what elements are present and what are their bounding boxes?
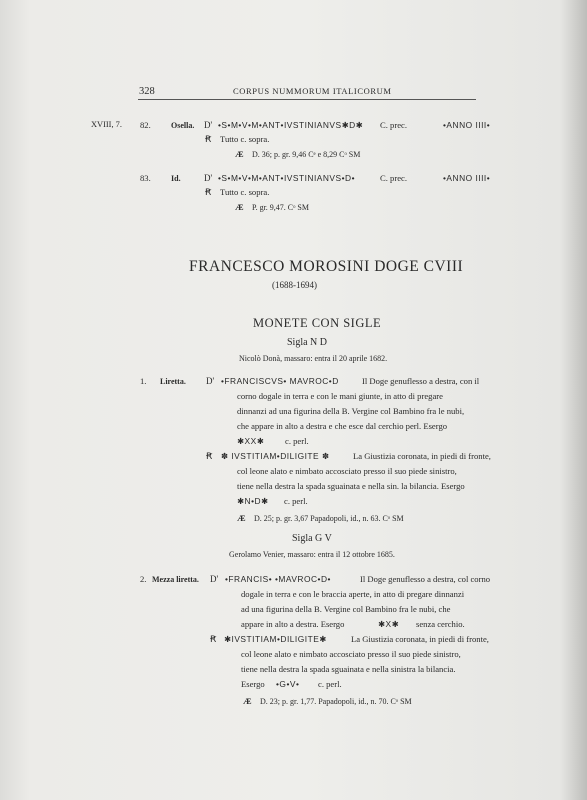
metal-mark: Æ [243, 696, 252, 706]
doge-title: FRANCESCO MOROSINI DOGE CVIII [189, 258, 464, 275]
reverse-symbol: Ꞧ [205, 187, 212, 197]
obverse-symbol: D' [210, 574, 219, 584]
obverse-border: c. perl. [285, 436, 309, 446]
reverse-description-1: La Giustizia coronata, in piedi di fronte, [353, 451, 491, 461]
reverse-symbol: Ꞧ [210, 634, 217, 644]
coin-type: Osella. [171, 121, 195, 130]
obverse-description-1: Il Doge genuflesso a destra, col corno [360, 574, 491, 584]
reverse-description-2: col leone alato e nimbato accosciato presso il suo piede sinistro, [241, 649, 461, 659]
obverse-year: •ANNO IIII• [443, 120, 491, 130]
plate-reference: XVIII, 7. [91, 120, 122, 129]
mint-master: Gerolamo Venier, massaro: entra il 12 ottobre 1685. [229, 550, 395, 559]
reverse-description-3: tiene nella destra la spada sguainata e nella sin. la bilancia. Esergo [237, 481, 465, 491]
reverse-description-1: La Giustizia coronata, in piedi di fronte, [351, 634, 489, 644]
coin-details: P. gr. 9,47. Cᵒ SM [252, 203, 309, 212]
metal-mark: Æ [235, 202, 244, 212]
running-title: CORPUS NUMMORUM ITALICORUM [233, 86, 392, 96]
reverse-exergue: •G•V• [276, 679, 300, 689]
reverse-description: Tutto c. sopra. [220, 187, 270, 197]
coin-type: Mezza liretta. [152, 575, 199, 584]
entry-number: 1. [140, 376, 147, 386]
obverse-description-1: Il Doge genuflesso a destra, con il [362, 376, 480, 386]
metal-mark: Æ [235, 149, 244, 159]
reverse-exergue: ✱N•D✱ [237, 496, 269, 506]
obverse-description: C. prec. [380, 173, 407, 183]
obverse-legend: •FRANCISCVS• MAVROC•D [221, 376, 339, 386]
sigla-heading: Sigla N D [287, 337, 327, 348]
coin-details: D. 25; p. gr. 3,67 Papadopoli, id., n. 63. Cᵒ SM [254, 514, 404, 523]
obverse-symbol: D' [204, 173, 213, 183]
obverse-year: •ANNO IIII• [443, 173, 491, 183]
obverse-symbol: D' [206, 376, 215, 386]
reverse-legend: ✱IVSTITIAM•DILIGITE✱ [224, 634, 327, 644]
section-title: MONETE CON SIGLE [253, 316, 382, 330]
reverse-legend: ✽ IVSTITIAM•DILIGITE ✽ [221, 451, 330, 461]
obverse-legend: •FRANCIS• •MAVROC•D• [225, 574, 331, 584]
obverse-symbol: D' [204, 120, 213, 130]
header-rule [138, 99, 476, 100]
obverse-border: senza cerchio. [416, 619, 465, 629]
obverse-description-4: appare in alto a destra. Esergo [241, 619, 345, 629]
coin-details: D. 36; p. gr. 9,46 Cᵉ e 8,29 Cᵒ SM [252, 150, 361, 159]
reverse-symbol: Ꞧ [206, 451, 213, 461]
coin-type: Liretta. [160, 377, 186, 386]
sigla-heading: Sigla G V [292, 533, 332, 544]
obverse-legend: •S•M•V•M•ANT•IVSTINIANVS•D• [218, 173, 356, 183]
metal-mark: Æ [237, 513, 246, 523]
reverse-description-2: col leone alato e nimbato accosciato presso il suo piede sinistro, [237, 466, 457, 476]
obverse-exergue: ✱XX✱ [237, 436, 265, 446]
obverse-description-4: che appare in alto a destra e che esce dal cerchio perl. Esergo [237, 421, 448, 431]
obverse-legend: •S•M•V•M•ANT•IVSTINIANVS✱D✱ [218, 120, 364, 130]
obverse-description-2: corno dogale in terra e con le mani giunte, in atto di pregare [237, 391, 443, 401]
entry-number: 2. [140, 574, 147, 584]
doge-years: (1688-1694) [272, 280, 317, 290]
reverse-border: c. perl. [318, 679, 342, 689]
mint-master: Nicolò Donà, massaro: entra il 20 aprile 1682. [239, 354, 388, 363]
coin-details: D. 23; p. gr. 1,77. Papadopoli, id., n. 70. Cᵒ SM [260, 697, 412, 706]
coin-type: Id. [171, 174, 181, 183]
reverse-border: c. perl. [284, 496, 308, 506]
reverse-description: Tutto c. sopra. [220, 134, 270, 144]
entry-number: 82. [140, 120, 151, 130]
obverse-description-3: dinnanzi ad una figurina della B. Vergine col Bambino fra le nubi, [237, 406, 465, 416]
reverse-description-3: tiene nella destra la spada sguainata e nella sinistra la bilancia. [241, 664, 456, 674]
obverse-description: C. prec. [380, 120, 407, 130]
obverse-description-2: dogale in terra e con le braccia aperte, in atto di pregare dinnanzi [241, 589, 465, 599]
page-number: 328 [139, 86, 155, 97]
obverse-description-3: ad una figurina della B. Vergine col Bambino fra le nubi, che [241, 604, 451, 614]
reverse-symbol: Ꞧ [205, 134, 212, 144]
obverse-exergue: ✱X✱ [378, 619, 400, 629]
reverse-exergue-label: Esergo [241, 679, 265, 689]
entry-number: 83. [140, 173, 151, 183]
